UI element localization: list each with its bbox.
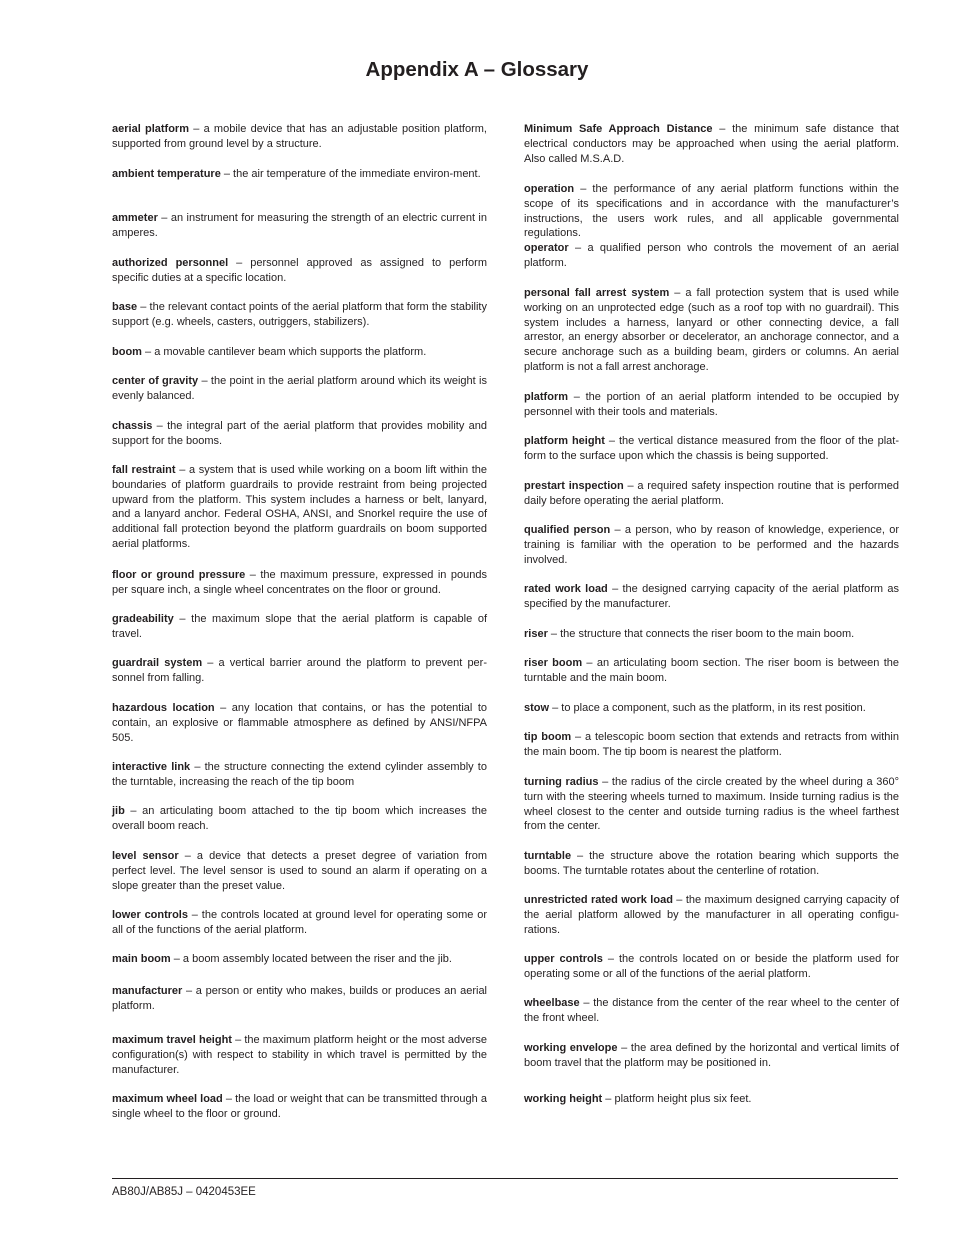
glossary-term: platform bbox=[524, 391, 568, 403]
glossary-dash: – bbox=[604, 435, 619, 447]
glossary-entry bbox=[524, 122, 899, 166]
glossary-term: center of gravity bbox=[112, 375, 199, 387]
glossary-entry bbox=[112, 167, 487, 182]
glossary-entry bbox=[524, 627, 899, 642]
glossary-entry bbox=[524, 701, 899, 716]
glossary-dash: – bbox=[571, 731, 586, 743]
glossary-term: ambient temperature bbox=[112, 168, 221, 180]
glossary-term: boom bbox=[112, 346, 142, 358]
glossary-dash: – bbox=[222, 1093, 236, 1105]
glossary-dash: – bbox=[623, 480, 638, 492]
glossary-term: ammeter bbox=[112, 212, 158, 224]
glossary-entry bbox=[112, 300, 487, 330]
glossary-entry bbox=[112, 849, 487, 893]
glossary-dash: – bbox=[202, 657, 219, 669]
glossary-entry bbox=[524, 390, 899, 420]
glossary-definition: a vertical barrier around the platform to prevent per-sonnel from falling. bbox=[112, 657, 488, 684]
glossary-dash: – bbox=[602, 953, 619, 965]
glossary-term: platform height bbox=[524, 435, 605, 447]
glossary-dash: – bbox=[712, 123, 733, 135]
glossary-term: level sensor bbox=[112, 850, 179, 862]
glossary-entry bbox=[112, 984, 487, 1014]
glossary-entry bbox=[524, 996, 899, 1026]
glossary-definition: a qualified person who controls the movement of an aerial platform. bbox=[524, 242, 899, 269]
glossary-entry bbox=[112, 612, 487, 642]
glossary-term: operator bbox=[524, 242, 569, 254]
glossary-dash: – bbox=[124, 805, 143, 817]
glossary-definition: the structure connecting the extend cylinder assembly to the turntable, increasing the reach of the tip boom bbox=[112, 761, 487, 788]
glossary-entry bbox=[112, 656, 487, 686]
glossary-term: unrestricted rated work load bbox=[524, 894, 673, 906]
glossary-definition: the point in the aerial platform around which its weight is evenly balanced. bbox=[112, 375, 487, 402]
glossary-definition: the integral part of the aerial platform that provides mobility and support for the booms. bbox=[112, 420, 487, 447]
glossary-definition: a required safety inspection routine that is performed daily before operating the aerial platform. bbox=[524, 480, 899, 507]
glossary-definition: the maximum pressure, expressed in pounds per square inch, a single wheel concentrates on the floor or ground. bbox=[112, 569, 487, 596]
glossary-entry bbox=[524, 730, 899, 760]
glossary-definition: any location that contains, or has the potential to contain, an explosive or flammable atmosphere as defined by ANSI/NFPA 505. bbox=[112, 702, 487, 744]
glossary-term: working height bbox=[524, 1093, 603, 1105]
glossary-dash: – bbox=[170, 953, 183, 965]
glossary-term: working envelope bbox=[524, 1042, 618, 1054]
glossary-term: fall restraint bbox=[112, 464, 176, 476]
glossary-dash: – bbox=[152, 420, 168, 432]
glossary-definition: a mobile device that has an adjustable position platform, supported from ground level by a structure. bbox=[112, 123, 487, 150]
glossary-definition: a person, who by reason of knowledge, experience, or training is familiar with the operation to be performed and the hazards involved. bbox=[524, 524, 899, 566]
glossary-definition: the relevant contact points of the aerial platform that form the stability support (e.g. wheels, casters, outriggers, stabilizers). bbox=[112, 301, 487, 328]
glossary-term: maximum travel height bbox=[112, 1034, 232, 1046]
glossary-entry bbox=[524, 582, 899, 612]
footer-divider bbox=[112, 1178, 898, 1179]
glossary-entry bbox=[112, 374, 487, 404]
glossary-definition: the load or weight that can be transmitted through a single wheel to the floor or ground. bbox=[112, 1093, 487, 1120]
glossary-entry bbox=[112, 701, 487, 745]
glossary-dash: – bbox=[574, 183, 593, 195]
glossary-entry bbox=[524, 241, 899, 271]
glossary-definition: a device that detects a preset degree of variation from perfect level. The level sensor is used to sound an alarm if operating on a slope greater than the preset value. bbox=[112, 850, 488, 892]
glossary-entry bbox=[112, 1033, 487, 1077]
glossary-definition: a boom assembly located between the riser and the jib. bbox=[182, 953, 452, 965]
glossary-dash: – bbox=[214, 702, 232, 714]
glossary-entry bbox=[524, 286, 899, 375]
glossary-term: lower controls bbox=[112, 909, 188, 921]
glossary-definition: the minimum safe distance that electrical conductors may be approached when using the aerial platform. Also called M.S.A.D. bbox=[524, 123, 899, 165]
glossary-definition: the area defined by the horizontal and vertical limits of boom travel that the platform may be positioned in. bbox=[524, 1042, 899, 1069]
glossary-term: aerial platform bbox=[112, 123, 189, 135]
glossary-dash: – bbox=[598, 776, 612, 788]
glossary-term: tip boom bbox=[524, 731, 572, 743]
glossary-definition: the radius of the circle created by the wheel during a 360° turn with the steering wheels turned to maximum. Inside turning radius is the wheel closest to the center and outside turning radius is the wheel farthest from the center. bbox=[524, 776, 900, 833]
glossary-term: gradeability bbox=[112, 613, 174, 625]
glossary-dash: – bbox=[178, 850, 197, 862]
glossary-dash: – bbox=[617, 1042, 631, 1054]
glossary-entry bbox=[112, 345, 487, 360]
glossary-definition: the controls located at ground level for operating some or all of the functions of the aerial platform. bbox=[112, 909, 488, 936]
glossary-entry bbox=[524, 952, 899, 982]
glossary-dash: – bbox=[175, 464, 189, 476]
glossary-term: operation bbox=[524, 183, 575, 195]
glossary-entry bbox=[524, 1092, 899, 1107]
glossary-definition: an instrument for measuring the strength of an electric current in amperes. bbox=[112, 212, 487, 239]
glossary-term: interactive link bbox=[112, 761, 191, 773]
glossary-term: riser boom bbox=[524, 657, 583, 669]
glossary-dash: – bbox=[173, 613, 192, 625]
glossary-entry bbox=[112, 804, 487, 834]
glossary-definition: the structure above the rotation bearing which supports the booms. The turntable rotates about the centerline of rotation. bbox=[524, 850, 899, 877]
glossary-entry bbox=[112, 908, 487, 938]
glossary-dash: – bbox=[137, 301, 150, 313]
glossary-term: jib bbox=[112, 805, 125, 817]
glossary-term: floor or ground pressure bbox=[112, 569, 246, 581]
glossary-definition: an articulating boom attached to the tip boom which increases the overall boom reach. bbox=[112, 805, 487, 832]
glossary-entry bbox=[524, 182, 899, 241]
glossary-definition: a system that is used while working on a boom lift within the boundaries of platform guardrails to provide restraint from being projected upward from the platform. This system includes a harness or belt, lanyard, and a lanyard anchor. Federal OSHA, ANSI, and Snorkel require the use of additional fall protection beyond the platform guardrails on boom supported aerial platforms. bbox=[112, 464, 488, 550]
glossary-dash: – bbox=[245, 569, 261, 581]
glossary-dash: – bbox=[182, 985, 196, 997]
glossary-definition: the portion of an aerial platform intended to be occupied by personnel with their tools and materials. bbox=[524, 391, 899, 418]
glossary-definition: a fall protection system that is used while working on an unprotected edge (such as a roof top with no guardrail). This system includes a harness, lanyard or other connecting device, a fall arrestor, an energy absorber or decelerator, an anchorage connector, and a secure anchorage such as a building beam, girders or columns. An aerial platform is not a fall arrest anchorage. bbox=[524, 287, 899, 373]
glossary-term: turning radius bbox=[524, 776, 599, 788]
glossary-dash: – bbox=[157, 212, 171, 224]
glossary-entry bbox=[112, 568, 487, 598]
glossary-definition: the structure that connects the riser boom to the main boom. bbox=[560, 628, 855, 640]
glossary-entry bbox=[524, 479, 899, 509]
glossary-entry bbox=[112, 211, 487, 241]
glossary-definition: the maximum designed carrying capacity of the aerial platform allowed by the manufacturer in all operating configu-rations. bbox=[524, 894, 899, 936]
glossary-definition: a person or entity who makes, builds or produces an aerial platform. bbox=[112, 985, 488, 1012]
glossary-term: base bbox=[112, 301, 138, 313]
glossary-term: chassis bbox=[112, 420, 153, 432]
glossary-entry bbox=[524, 523, 899, 567]
glossary-term: Minimum Safe Approach Distance bbox=[524, 123, 713, 135]
glossary-dash: – bbox=[549, 702, 562, 714]
glossary-definition: the maximum platform height or the most adverse configuration(s) with respect to stability in which travel is permitted by the manufacturer. bbox=[112, 1034, 487, 1076]
glossary-definition: the maximum slope that the aerial platform is capable of travel. bbox=[112, 613, 487, 640]
glossary-definition: a movable cantilever beam which supports the platform. bbox=[154, 346, 427, 358]
glossary-term: manufacturer bbox=[112, 985, 183, 997]
glossary-dash: – bbox=[198, 375, 211, 387]
glossary-term: personal fall arrest system bbox=[524, 287, 670, 299]
glossary-definition: the vertical distance measured from the floor of the plat-form to the surface upon which the chassis is being supported. bbox=[524, 435, 900, 462]
glossary-term: qualified person bbox=[524, 524, 611, 536]
glossary-entry bbox=[524, 1041, 899, 1071]
glossary-dash: – bbox=[547, 628, 561, 640]
glossary-term: wheelbase bbox=[524, 997, 580, 1009]
glossary-term: maximum wheel load bbox=[112, 1093, 223, 1105]
glossary-entry bbox=[524, 893, 899, 937]
glossary-entry bbox=[112, 419, 487, 449]
glossary-entry bbox=[524, 434, 899, 464]
glossary-entry bbox=[112, 463, 487, 552]
page-title: Appendix A – Glossary bbox=[365, 58, 589, 81]
glossary-dash: – bbox=[669, 287, 686, 299]
glossary-dash: – bbox=[187, 909, 202, 921]
glossary-term: upper controls bbox=[524, 953, 603, 965]
glossary-term: prestart inspection bbox=[524, 480, 624, 492]
glossary-entry bbox=[524, 849, 899, 879]
glossary-term: main boom bbox=[112, 953, 171, 965]
glossary-dash: – bbox=[568, 391, 586, 403]
glossary-term: authorized personnel bbox=[112, 257, 229, 269]
glossary-definition: platform height plus six feet. bbox=[614, 1093, 752, 1105]
glossary-term: rated work load bbox=[524, 583, 608, 595]
glossary-definition: the designed carrying capacity of the aerial platform as specified by the manufacturer. bbox=[524, 583, 900, 610]
glossary-entry bbox=[112, 256, 487, 286]
glossary-dash: – bbox=[188, 123, 204, 135]
glossary-definition: the distance from the center of the rear wheel to the center of the front wheel. bbox=[524, 997, 900, 1024]
glossary-dash: – bbox=[231, 1034, 245, 1046]
glossary-dash: – bbox=[568, 242, 588, 254]
glossary-entry bbox=[524, 775, 899, 834]
glossary-entry bbox=[112, 1092, 487, 1122]
glossary-definition: a telescopic boom section that extends and retracts from within the main boom. The tip boom is nearest the platform. bbox=[524, 731, 899, 758]
glossary-term: turntable bbox=[524, 850, 572, 862]
glossary-term: riser bbox=[524, 628, 548, 640]
glossary-dash: – bbox=[582, 657, 597, 669]
glossary-dash: – bbox=[220, 168, 234, 180]
glossary-term: stow bbox=[524, 702, 550, 714]
glossary-dash: – bbox=[607, 583, 623, 595]
glossary-entry bbox=[112, 952, 487, 967]
footer-document-id: AB80J/AB85J – 0420453EE bbox=[112, 1186, 256, 1198]
glossary-definition: the performance of any aerial platform functions within the scope of its specifications and in accordance with the manufacturer’s instructions, the users work rules, and all applicable governmental regulations. bbox=[524, 183, 899, 240]
glossary-dash: – bbox=[571, 850, 590, 862]
glossary-definition: an articulating boom section. The riser boom is between the turntable and the main boom. bbox=[524, 657, 899, 684]
glossary-dash: – bbox=[602, 1093, 615, 1105]
glossary-definition: the controls located on or beside the platform used for operating some or all of the functions of the aerial platform. bbox=[524, 953, 900, 980]
glossary-dash: – bbox=[579, 997, 594, 1009]
glossary-dash: – bbox=[190, 761, 205, 773]
glossary-entry bbox=[112, 122, 487, 152]
glossary-definition: personnel approved as assigned to perform specific duties at a specific location. bbox=[112, 257, 487, 284]
glossary-dash: – bbox=[228, 257, 251, 269]
glossary-entry bbox=[112, 760, 487, 790]
glossary-dash: – bbox=[610, 524, 625, 536]
glossary-dash: – bbox=[141, 346, 155, 358]
glossary-definition: to place a component, such as the platform, in its rest position. bbox=[561, 702, 866, 714]
glossary-term: guardrail system bbox=[112, 657, 203, 669]
glossary-entry bbox=[524, 656, 899, 686]
glossary-term: hazardous location bbox=[112, 702, 215, 714]
glossary-definition: the air temperature of the immediate environ-ment. bbox=[233, 168, 481, 180]
glossary-dash: – bbox=[672, 894, 686, 906]
